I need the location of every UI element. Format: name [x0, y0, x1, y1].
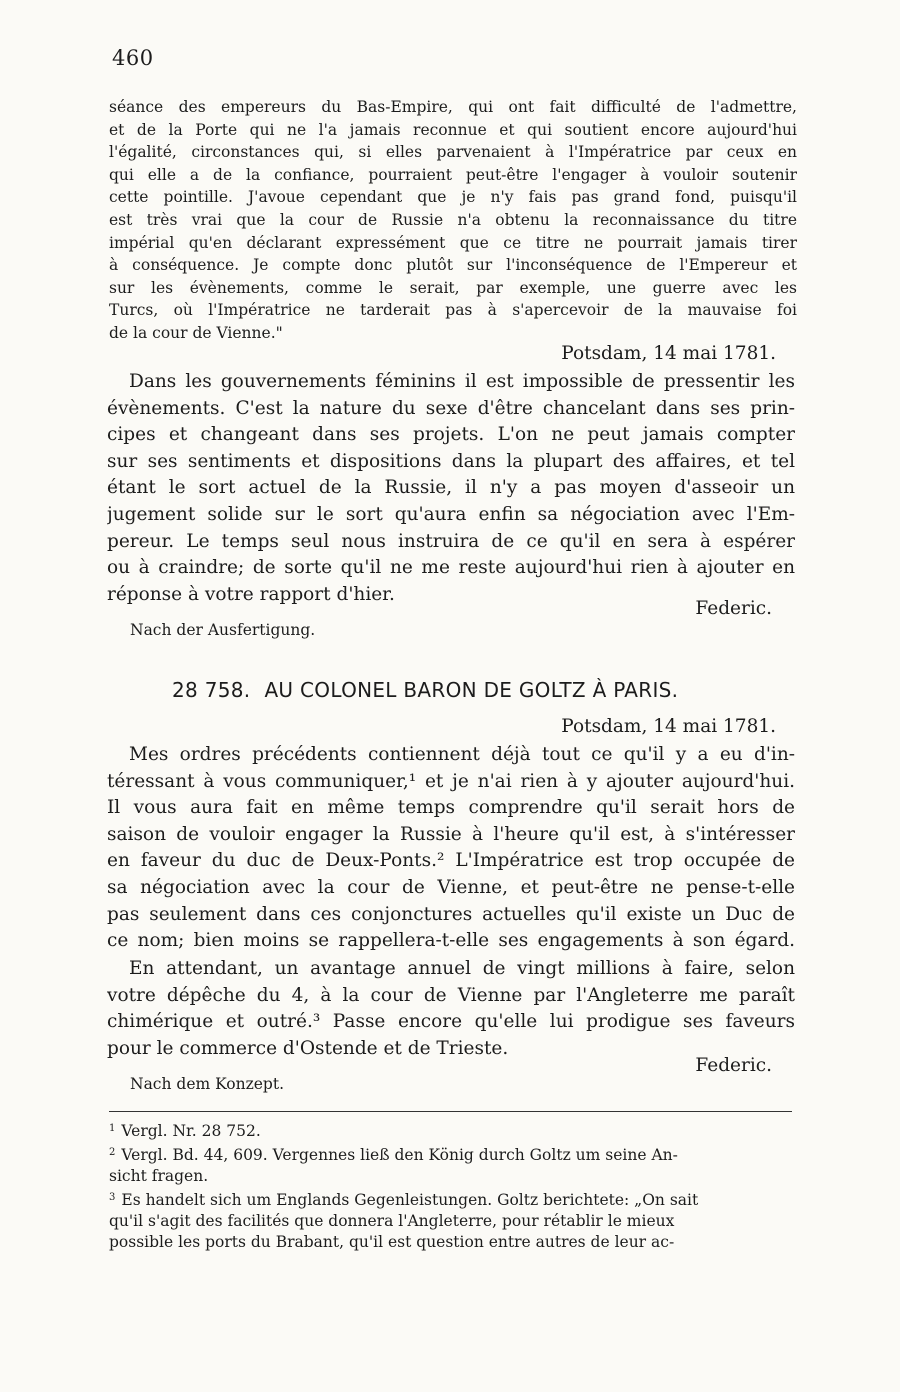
text-line: sur ses sentiments et dispositions dans la plupart des affaires, et tel	[107, 450, 795, 472]
text-line: est très vrai que la cour de Russie n'a obtenu la reconnaissance du titre	[109, 210, 797, 229]
footnote-marker: 2	[109, 1147, 116, 1158]
footnote-line	[109, 1187, 794, 1211]
footnote-line	[109, 1166, 794, 1187]
source-note: Nach dem Konzept.	[130, 1075, 285, 1093]
letter-signature: Federic.	[695, 598, 772, 619]
text-line: En attendant, un avantage annuel de vingt millions à faire, selon	[129, 958, 795, 979]
letter-body	[107, 369, 795, 608]
text-line: impérial qu'en déclarant expressément que ce titre ne pourrait jamais tirer	[109, 233, 797, 252]
footnote-text: Vergl. Nr. 28 752.	[121, 1122, 261, 1140]
text-line: chimérique et outré.³ Passe encore qu'elle lui prodigue ses faveurs	[107, 1011, 795, 1033]
footnote-marker: 3	[109, 1192, 116, 1203]
text-line: et de la Porte qui ne l'a jamais reconnue et qui soutient encore aujourd'hui	[109, 120, 797, 139]
footnote-text: sicht fragen.	[109, 1167, 209, 1185]
footnote-line	[109, 1232, 794, 1253]
footnote-divider	[109, 1111, 792, 1112]
footnote-text: qu'il s'agit des facilités que donnera l'Angleterre, pour rétablir le mieux	[109, 1212, 675, 1230]
document-title: AU COLONEL BARON DE GOLTZ À PARIS.	[264, 678, 679, 702]
text-line: pour le commerce d'Ostende et de Trieste.	[107, 1037, 509, 1059]
footnote-text: Vergl. Bd. 44, 609. Vergennes ließ den König durch Goltz um seine An-	[121, 1146, 678, 1164]
text-line: cette pointille. J'avoue cependant que je n'y fais pas grand fond, puisqu'il	[109, 188, 797, 207]
text-line: jugement solide sur le sort qu'aura enfin sa négociation avec l'Em-	[107, 503, 795, 525]
text-line: Mes ordres précédents contiennent déjà tout ce qu'il y a eu d'in-	[129, 744, 795, 765]
text-line: saison de vouloir engager la Russie à l'heure qu'il est, à s'intéresser	[107, 823, 795, 845]
letter-date: Potsdam, 14 mai 1781.	[561, 716, 776, 737]
footnote-text: Es handelt sich um Englands Gegenleistungen. Goltz berichtete: „On sait	[121, 1191, 699, 1209]
footnote-text: possible les ports du Brabant, qu'il est question entre autres de leur ac-	[109, 1233, 675, 1251]
document-heading	[172, 678, 678, 702]
text-line: évènements. C'est la nature du sexe d'être chancelant dans ses prin-	[107, 397, 795, 419]
document-number: 28 758.	[172, 678, 251, 702]
text-line: de la cour de Vienne."	[109, 323, 283, 342]
text-line: réponse à votre rapport d'hier.	[107, 583, 395, 605]
text-line: étant le sort actuel de la Russie, il n'y a pas moyen d'asseoir un	[107, 477, 795, 499]
text-line: ou à craindre; de sorte qu'il ne me reste aujourd'hui rien à ajouter en	[107, 557, 795, 579]
text-line: ce nom; bien moins se rappellera-t-elle ses engagements à son égard.	[107, 930, 795, 952]
footnote-line	[109, 1142, 794, 1166]
letter-signature: Federic.	[695, 1055, 772, 1076]
text-line: pas seulement dans ces conjonctures actuelles qu'il existe un Duc de	[107, 903, 795, 925]
text-line: l'égalité, circonstances qui, si elles parvenaient à l'Impératrice par ceux en	[109, 143, 797, 162]
quoted-report-excerpt	[109, 96, 797, 345]
footnote-line	[109, 1211, 794, 1232]
footnote-marker: 1	[109, 1123, 116, 1134]
source-note: Nach der Ausfertigung.	[130, 621, 316, 639]
text-line: en faveur du duc de Deux-Ponts.² L'Impératrice est trop occupée de	[107, 850, 795, 872]
letter-body-paragraph-1	[107, 742, 795, 955]
text-line: pereur. Le temps seul nous instruira de ce qu'il en sera à espérer	[107, 530, 795, 552]
text-line: votre dépêche du 4, à la cour de Vienne par l'Angleterre me paraît	[107, 984, 795, 1006]
text-line: sa négociation avec la cour de Vienne, et peut-être ne pense-t-elle	[107, 876, 795, 898]
text-line: à conséquence. Je compte donc plutôt sur l'inconséquence de l'Empereur et	[109, 256, 797, 275]
text-line: Il vous aura fait en même temps comprendre qu'il serait hors de	[107, 797, 795, 819]
text-line: séance des empereurs du Bas-Empire, qui ont fait difficulté de l'admettre,	[109, 98, 797, 116]
text-line: Dans les gouvernements féminins il est impossible de pressentir les	[129, 371, 795, 392]
text-line: sur les évènements, comme le serait, par exemple, une guerre avec les	[109, 278, 797, 297]
footnote-line	[109, 1118, 794, 1142]
text-line: téressant à vous communiquer,¹ et je n'ai rien à y ajouter aujourd'hui.	[107, 770, 795, 792]
letter-date: Potsdam, 14 mai 1781.	[561, 343, 776, 364]
text-line: cipes et changeant dans ses projets. L'on ne peut jamais compter	[107, 424, 795, 446]
footnotes	[109, 1118, 794, 1253]
page-number: 460	[112, 46, 154, 70]
text-line: Turcs, où l'Impératrice ne tarderait pas à s'apercevoir de la mauvaise foi	[109, 301, 797, 320]
letter-body-paragraph-2	[107, 956, 795, 1062]
text-line: qui elle a de la confiance, pourraient peut-être l'engager à vouloir soutenir	[109, 165, 797, 184]
